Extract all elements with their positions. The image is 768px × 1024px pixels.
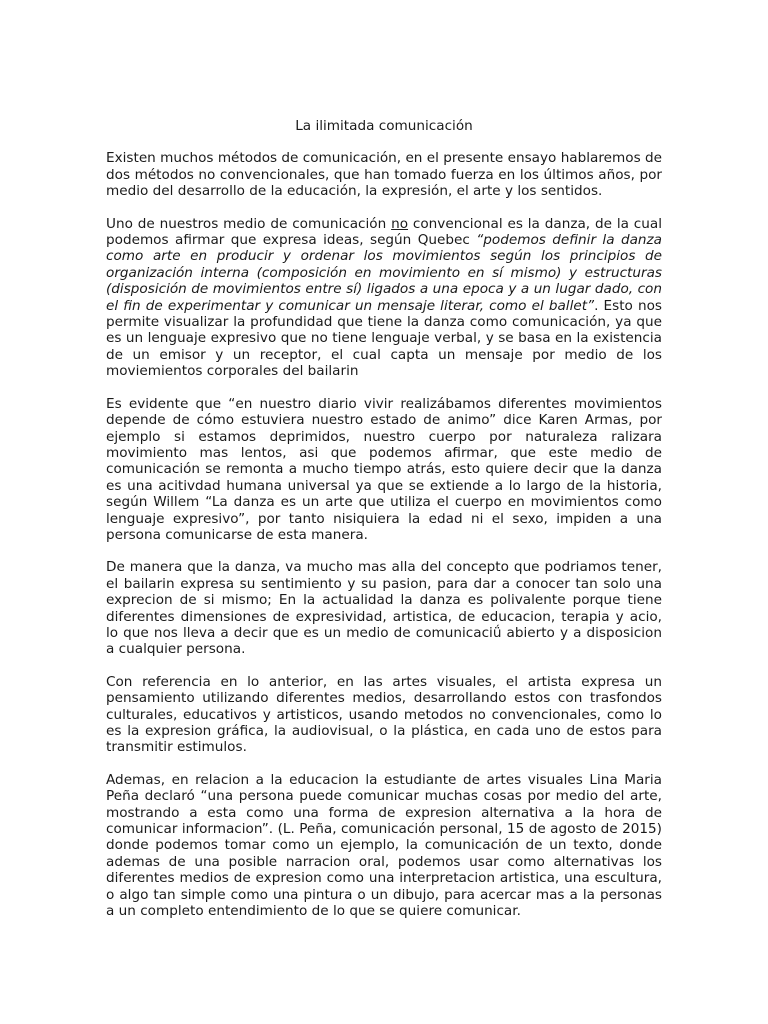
paragraph-2 (106, 216, 662, 380)
italic-quote-quebec: “podemos definir la danza como arte en producir y ordenar los movimientos según los principios de organización interna (composición en movimiento en sí mismo) y estructuras (disposición de movimientos entre sí) ligados a una epoca y a un lugar dado, con el fin de experimentar y comunicar un mensaje literar, como el ballet” (106, 232, 662, 314)
paragraph-5: Con referencia en lo anterior, en las artes visuales, el artista expresa un pensamiento utilizando diferentes medios, desarrollando estos con trasfondos culturales, educativos y artisticos, usando metodos no convencionales, como lo es la expresion gráfica, la audiovisual, o la plástica, en cada uno de estos para transmitir estimulos. (106, 673, 662, 756)
paragraph-4: De manera que la danza, va mucho mas alla del concepto que podriamos tener, el bailarin expresa su sentimiento y su pasion, para dar a conocer tan solo una exprecion de si mismo; En la actualidad la danza es polivalente porque tiene diferentes dimensiones de expresividad, artistica, de educacion, terapia y acio, lo que nos lleva a decir que es un medio de comunicaciǘ abierto y a disposicion a cualquier persona. (106, 559, 662, 658)
paragraph-3: Es evidente que “en nuestro diario vivir realizábamos diferentes movimientos depende de cómo estuviera nuestro estado de animo” dice Karen Armas, por ejemplo si estamos deprimidos, nuestro cuerpo por naturaleza ralizara movimiento mas lentos, asi que podemos afirmar, que este medio de comunicación se remonta a mucho tiempo atrás, esto quiere decir que la danza es una acitivdad humana universal ya que se extiende a lo largo de la historia, según Willem “La danza es un arte que utiliza el cuerpo en movimientos como lenguaje expresivo”, por tanto nisiquiera la edad ni el sexo, impiden a una persona comunicarse de esta manera. (106, 395, 662, 543)
paragraph-2-text-c: convencional es la danza, de la cual podemos afirmar que expresa ideas, según Quebec (106, 215, 662, 249)
document-body (106, 118, 662, 935)
document-title: La ilimitada comunicación (295, 118, 473, 134)
paragraph-6: Ademas, en relacion a la educacion la estudiante de artes visuales Lina Maria Peña declaró “una persona puede comunicar muchas cosas por medio del arte, mostrando a esta como una forma de expresion alternativa a la hora de comunicar informacion”. (L. Peña, comunicación personal, 15 de agosto de 2015) donde podemos tomar como un ejemplo, la comunicación de un texto, donde ademas de una posible narracion oral, podemos usar como alternativas los diferentes medios de expresion como una interpretacion artistica, una escultura, o algo tan simple como una pintura o un dibujo, para acercar mas a la personas a un completo entendimiento de lo que se quiere comunicar. (106, 771, 662, 920)
paragraph-2-text-a: Uno de nuestros medio de comunicación (106, 215, 392, 232)
paragraph-1: Existen muchos métodos de comunicación, en el presente ensayo hablaremos de dos métodos no convencionales, que han tomado fuerza en los últimos años, por medio del desarrollo de la educación, la expresión, el arte y los sentidos. (106, 150, 662, 200)
paragraph-2-text-e: . Esto nos permite visualizar la profundidad que tiene la danza como comunicación, ya que es un lenguaje expresivo que no tiene lenguaje verbal, y se basa en la existencia de un emisor y un receptor, el cual capta un mensaje por medio de los moviemientos corporales del bailarin (106, 297, 662, 380)
underlined-word-no: no (391, 215, 409, 232)
